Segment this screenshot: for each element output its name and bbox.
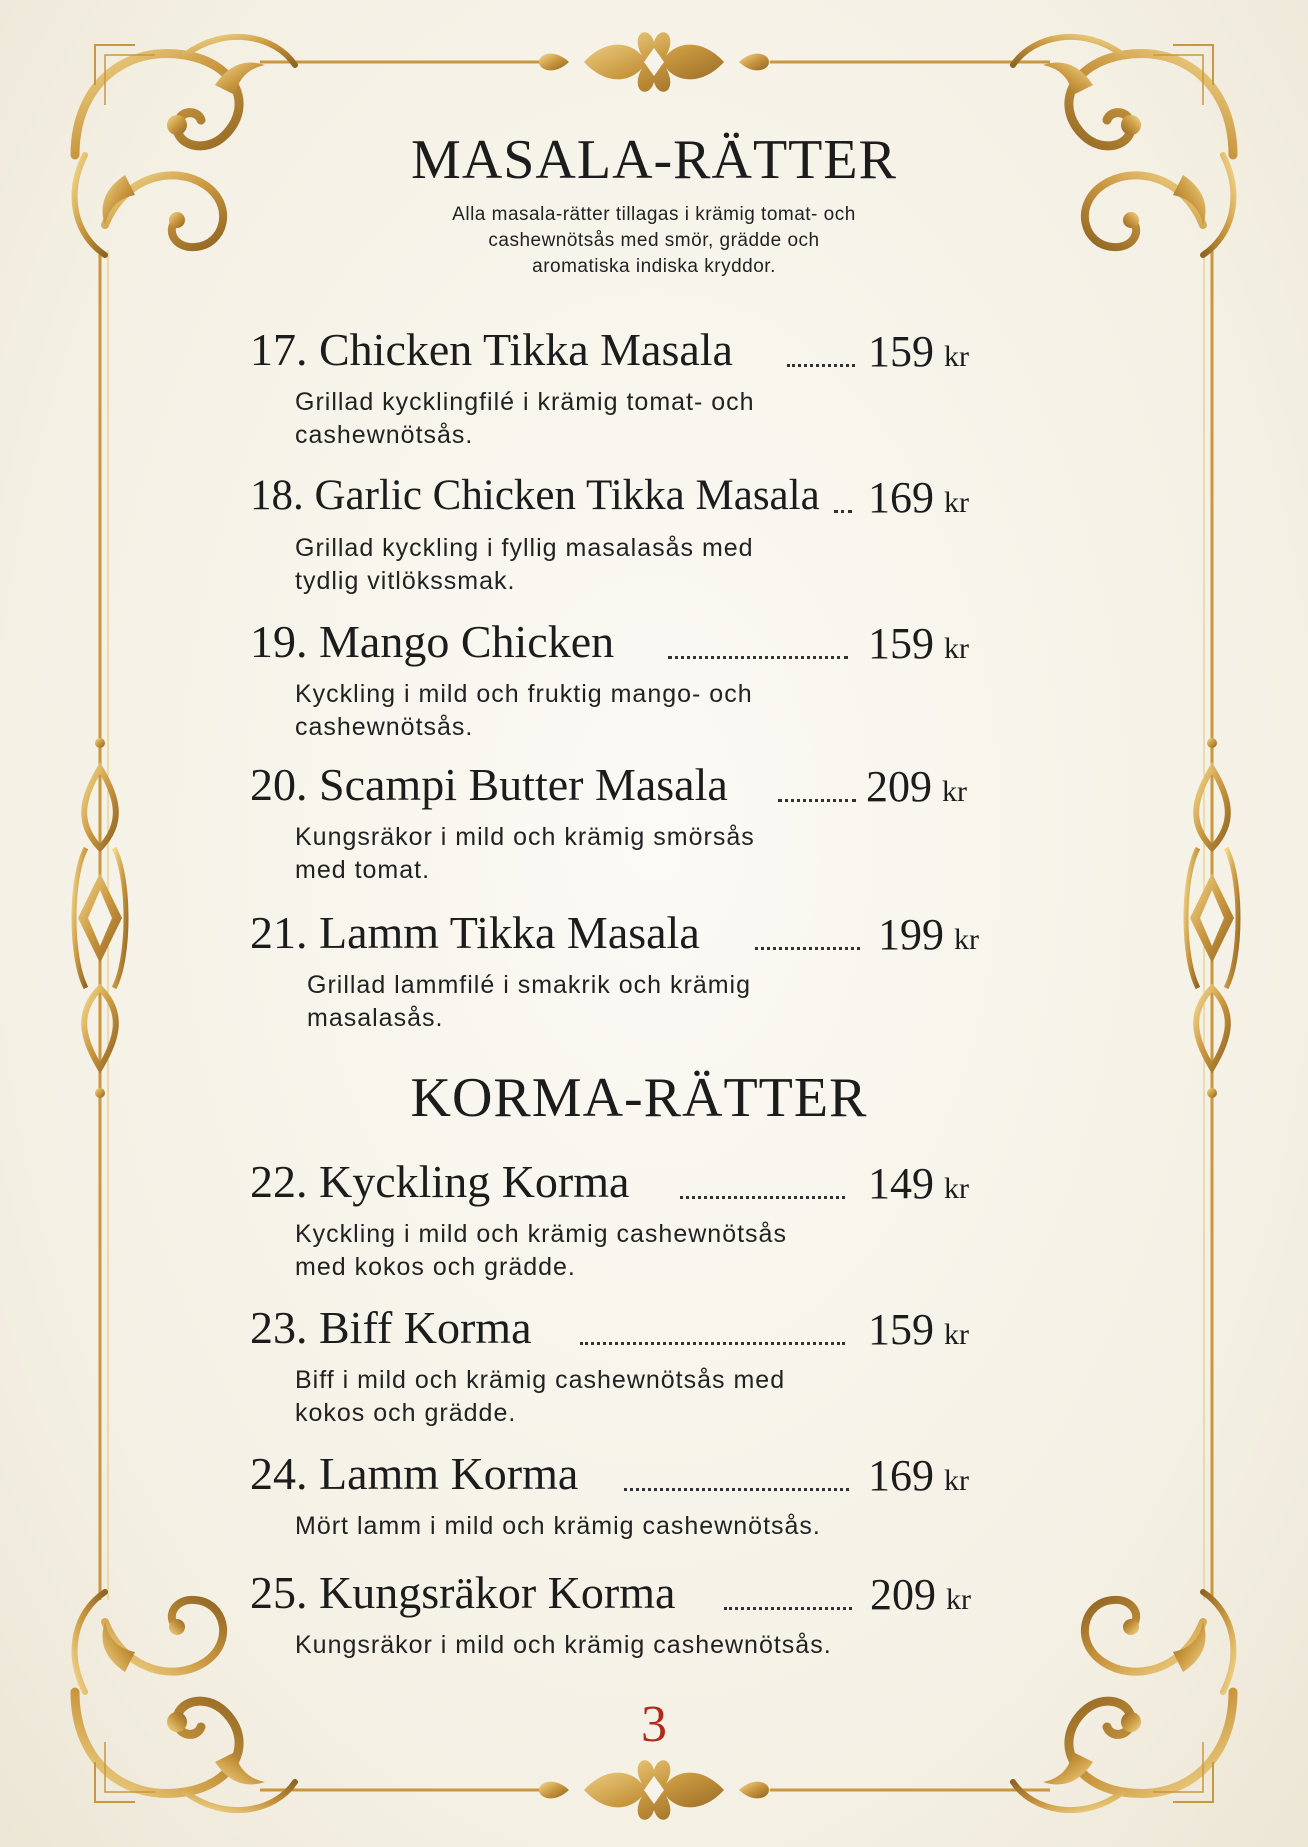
menu-item-name: 24. Lamm Korma (250, 1448, 579, 1499)
menu-item-description: Mört lamm i mild och krämig cashewnötsås. (295, 1512, 821, 1540)
dot-leader (580, 1322, 845, 1345)
menu-item-description: Grillad kyckling i fyllig masalasås med tydlig vitlökssmak. (295, 534, 754, 595)
menu-item-description: Grillad kycklingfilé i krämig tomat- och cashewnötsås. (295, 388, 755, 449)
menu-item-name: 23. Biff Korma (250, 1302, 532, 1353)
masala-intro-line: Alla masala-rätter tillagas i krämig tomat- och (452, 204, 856, 225)
menu-item-description: Biff i mild och krämig cashewnötsås med kokos och grädde. (295, 1366, 786, 1427)
menu-item-description: Kungsräkor i mild och krämig smörsås med tomat. (295, 823, 755, 884)
menu-item-description: Kyckling i mild och fruktig mango- och cashewnötsås. (295, 680, 753, 741)
korma-section-title: KORMA-RÄTTER (410, 1067, 868, 1129)
menu-item-name: 21. Lamm Tikka Masala (250, 907, 700, 958)
masala-intro-line: cashewnötsås med smör, grädde och (488, 230, 820, 251)
menu-item-price: 169 kr (868, 1451, 969, 1500)
dot-leader (834, 490, 852, 513)
top-center-ornament-icon (539, 32, 769, 92)
page-number: 3 (641, 1696, 667, 1753)
masala-intro-line: aromatiska indiska kryddor. (532, 256, 776, 277)
menu-item-price: 159 kr (868, 619, 969, 668)
menu-item-price: 169 kr (868, 473, 969, 522)
menu-item-price: 149 kr (868, 1159, 969, 1208)
dot-leader (755, 927, 860, 950)
menu-item-description: Grillad lammfilé i smakrik och krämig masalasås. (307, 971, 752, 1032)
masala-intro (354, 202, 954, 280)
menu-item-name: 20. Scampi Butter Masala (250, 759, 728, 810)
menu-item-price: 159 kr (868, 1305, 969, 1354)
menu-item-description: Kyckling i mild och krämig cashewnötsås med kokos och grädde. (295, 1220, 787, 1281)
bottom-center-ornament-icon (539, 1760, 769, 1820)
menu-item-price: 209 kr (866, 762, 967, 811)
dot-leader (724, 1587, 852, 1610)
menu-item-description: Kungsräkor i mild och krämig cashewnötsås. (295, 1631, 832, 1659)
menu-item-price: 159 kr (868, 327, 969, 376)
dot-leader (624, 1468, 849, 1491)
menu-item-name: 22. Kyckling Korma (250, 1156, 630, 1207)
masala-section-title: MASALA-RÄTTER (411, 129, 897, 191)
menu-item-name: 17. Chicken Tikka Masala (250, 324, 733, 375)
menu-item-price: 209 kr (870, 1570, 971, 1619)
dot-leader (778, 779, 856, 802)
menu-item-name: 18. Garlic Chicken Tikka Masala (250, 472, 820, 519)
dot-leader (668, 636, 848, 659)
dot-leader (787, 344, 855, 367)
menu-item-name: 25. Kungsräkor Korma (250, 1567, 676, 1618)
menu-item-price: 199 kr (878, 910, 979, 959)
dot-leader (680, 1176, 845, 1199)
menu-item-name: 19. Mango Chicken (250, 616, 615, 667)
